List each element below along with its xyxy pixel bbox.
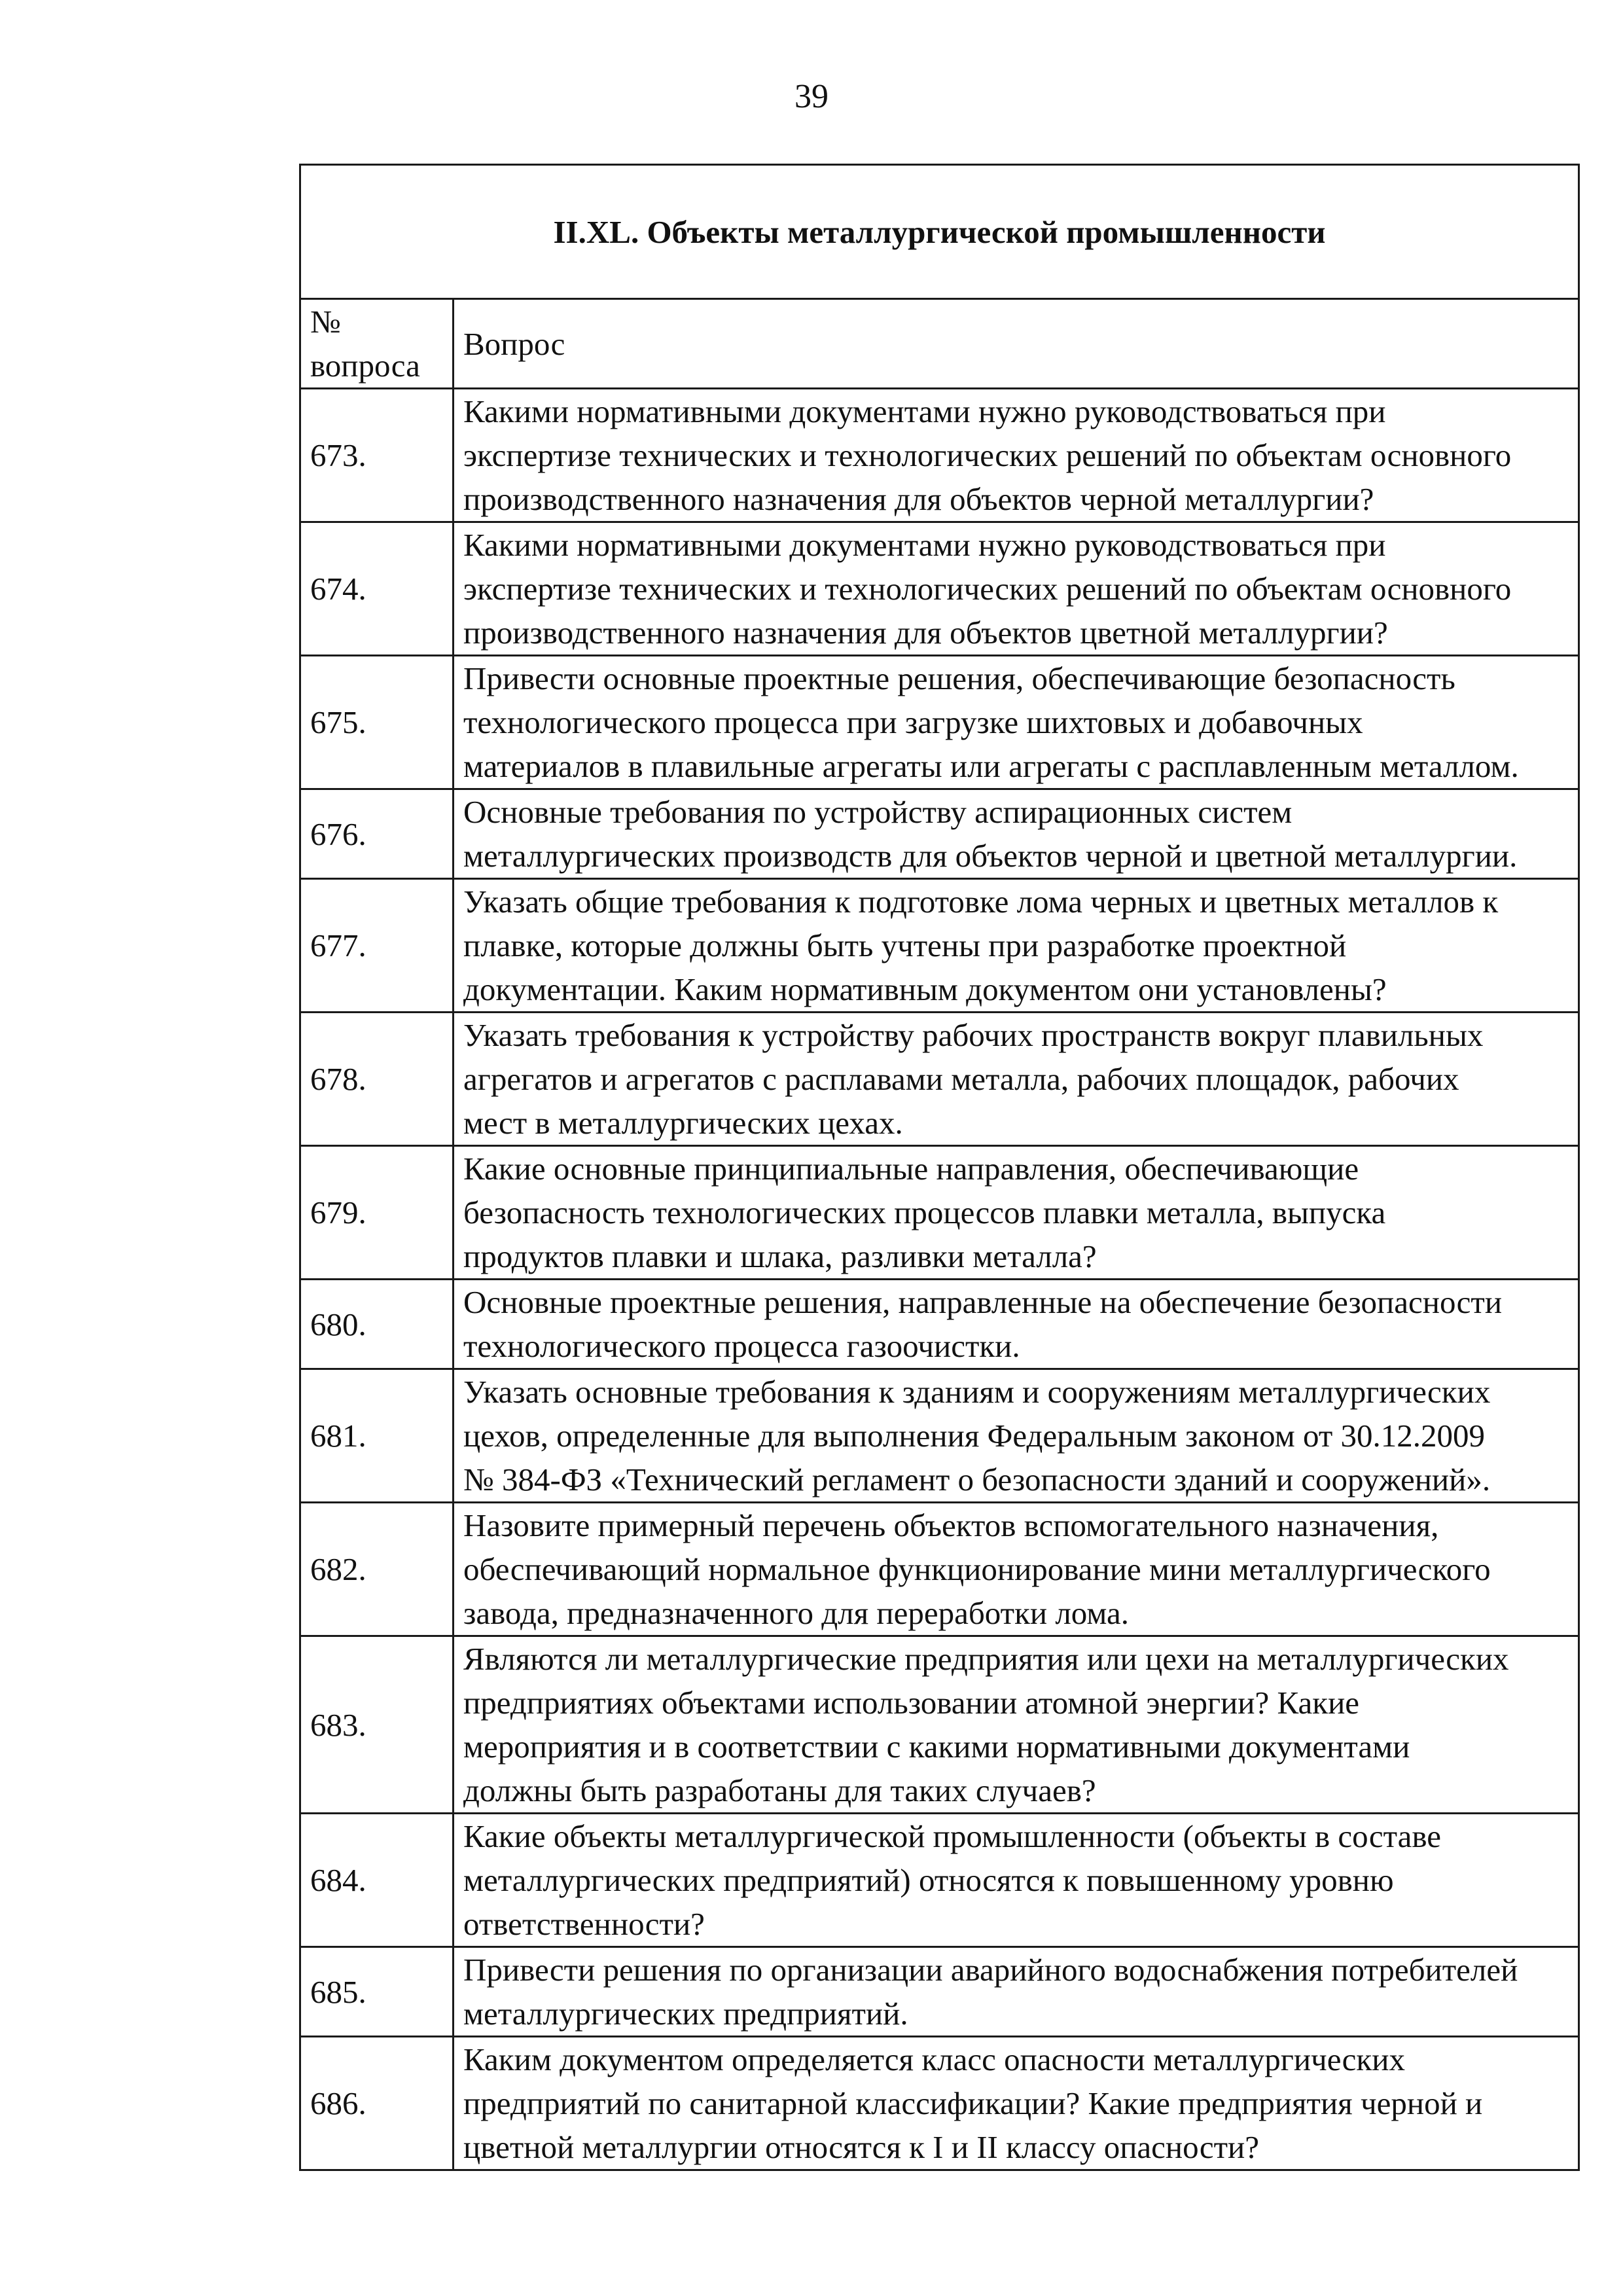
question-text — [454, 1280, 1579, 1369]
question-text-line: Основные проектные решения, направленные на обеспечение безопасности — [463, 1284, 1503, 1320]
question-text-line: Основные требования по устройству аспирационных систем — [463, 794, 1293, 830]
question-number: 683. — [300, 1636, 454, 1814]
question-text-line: технологического процесса при загрузке шихтовых и добавочных — [463, 704, 1363, 740]
question-text-line: Каким документом определяется класс опасности металлургических — [463, 2041, 1405, 2077]
table-row — [300, 1369, 1579, 1503]
question-text-line: Какие объекты металлургической промышленности (объекты в составе — [463, 1818, 1441, 1854]
question-text-line: цехов, определенные для выполнения Федеральным законом от 30.12.2009 — [463, 1418, 1485, 1454]
question-text-line: плавке, которые должны быть учтены при разработке проектной — [463, 927, 1347, 963]
question-text-line: металлургических предприятий. — [463, 1996, 908, 2032]
question-number: 679. — [300, 1146, 454, 1280]
question-text-line: материалов в плавильные агрегаты или агрегаты с расплавленным металлом. — [463, 748, 1519, 784]
table-row — [300, 1280, 1579, 1369]
table-row — [300, 2037, 1579, 2170]
question-number: 674. — [300, 522, 454, 656]
question-number: 685. — [300, 1947, 454, 2037]
question-text-line: обеспечивающий нормальное функционирование мини металлургического — [463, 1551, 1491, 1587]
questions-table — [299, 164, 1580, 2171]
question-text-line: Какими нормативными документами нужно руководствоваться при — [463, 527, 1386, 563]
question-text-line: Какие основные принципиальные направления, обеспечивающие — [463, 1151, 1359, 1187]
question-text — [454, 789, 1579, 879]
question-text-line: мест в металлургических цехах. — [463, 1105, 903, 1141]
question-text-line: технологического процесса газоочистки. — [463, 1328, 1020, 1364]
question-text — [454, 1503, 1579, 1636]
question-text-line: ответственности? — [463, 1906, 705, 1942]
question-text-line: Являются ли металлургические предприятия или цехи на металлургических — [463, 1641, 1509, 1677]
question-text-line: завода, предназначенного для переработки лома. — [463, 1595, 1130, 1631]
table-row — [300, 656, 1579, 789]
column-header-number-line1: № — [310, 304, 341, 340]
question-text-line: производственного назначения для объектов черной металлургии? — [463, 481, 1374, 517]
page-number: 39 — [794, 78, 829, 115]
question-number: 680. — [300, 1280, 454, 1369]
question-text-line: № 384-ФЗ «Технический регламент о безопасности зданий и сооружений». — [463, 1462, 1491, 1498]
column-header-number — [300, 299, 454, 389]
table-header-row — [300, 299, 1579, 389]
question-text — [454, 1013, 1579, 1146]
question-text-line: экспертизе технических и технологических решений по объектам основного — [463, 437, 1512, 473]
table-row — [300, 389, 1579, 522]
question-text-line: Указать основные требования к зданиям и сооружениям металлургических — [463, 1374, 1491, 1410]
column-header-question: Вопрос — [454, 299, 1579, 389]
question-text — [454, 879, 1579, 1013]
question-text — [454, 1636, 1579, 1814]
question-text-line: производственного назначения для объектов цветной металлургии? — [463, 615, 1388, 651]
question-text-line: Какими нормативными документами нужно руководствоваться при — [463, 393, 1386, 429]
question-number: 677. — [300, 879, 454, 1013]
question-text — [454, 1369, 1579, 1503]
question-text — [454, 2037, 1579, 2170]
section-title-row — [300, 165, 1579, 299]
question-text-line: должны быть разработаны для таких случаев? — [463, 1772, 1096, 1808]
question-text-line: Привести основные проектные решения, обеспечивающие безопасность — [463, 660, 1455, 696]
question-text — [454, 656, 1579, 789]
question-text — [454, 1947, 1579, 2037]
question-text — [454, 1146, 1579, 1280]
question-number: 675. — [300, 656, 454, 789]
question-text — [454, 522, 1579, 656]
table-row — [300, 522, 1579, 656]
question-number: 682. — [300, 1503, 454, 1636]
question-number: 686. — [300, 2037, 454, 2170]
question-text — [454, 1814, 1579, 1947]
table-row — [300, 789, 1579, 879]
table-row — [300, 1636, 1579, 1814]
question-text — [454, 389, 1579, 522]
question-text-line: предприятиях объектами использовании атомной энергии? Какие — [463, 1685, 1360, 1721]
question-text-line: экспертизе технических и технологических решений по объектам основного — [463, 571, 1512, 607]
table-row — [300, 1503, 1579, 1636]
question-number: 678. — [300, 1013, 454, 1146]
question-number: 676. — [300, 789, 454, 879]
question-number: 673. — [300, 389, 454, 522]
question-text-line: продуктов плавки и шлака, разливки металла? — [463, 1238, 1097, 1274]
table-row — [300, 879, 1579, 1013]
question-text-line: Привести решения по организации аварийного водоснабжения потребителей — [463, 1952, 1518, 1988]
table-row — [300, 1146, 1579, 1280]
question-number: 681. — [300, 1369, 454, 1503]
column-header-number-line2: вопроса — [310, 348, 420, 384]
question-text-line: цветной металлургии относятся к I и II классу опасности? — [463, 2129, 1260, 2165]
question-text-line: безопасность технологических процессов плавки металла, выпуска — [463, 1194, 1386, 1230]
table-row — [300, 1947, 1579, 2037]
question-text-line: металлургических предприятий) относятся к повышенному уровню — [463, 1862, 1394, 1898]
question-text-line: мероприятия и в соответствии с какими нормативными документами — [463, 1729, 1410, 1765]
table-row — [300, 1013, 1579, 1146]
question-text-line: предприятий по санитарной классификации? Какие предприятия черной и — [463, 2085, 1483, 2121]
question-text-line: документации. Каким нормативным документом они установлены? — [463, 971, 1387, 1007]
question-text-line: Указать общие требования к подготовке лома черных и цветных металлов к — [463, 884, 1499, 920]
question-text-line: Назовите примерный перечень объектов вспомогательного назначения, — [463, 1507, 1439, 1543]
question-text-line: агрегатов и агрегатов с расплавами металла, рабочих площадок, рабочих — [463, 1061, 1459, 1097]
table-row — [300, 1814, 1579, 1947]
question-text-line: Указать требования к устройству рабочих пространств вокруг плавильных — [463, 1017, 1484, 1053]
section-title: II.XL. Объекты металлургической промышленности — [300, 165, 1579, 299]
question-number: 684. — [300, 1814, 454, 1947]
question-text-line: металлургических производств для объектов черной и цветной металлургии. — [463, 838, 1518, 874]
